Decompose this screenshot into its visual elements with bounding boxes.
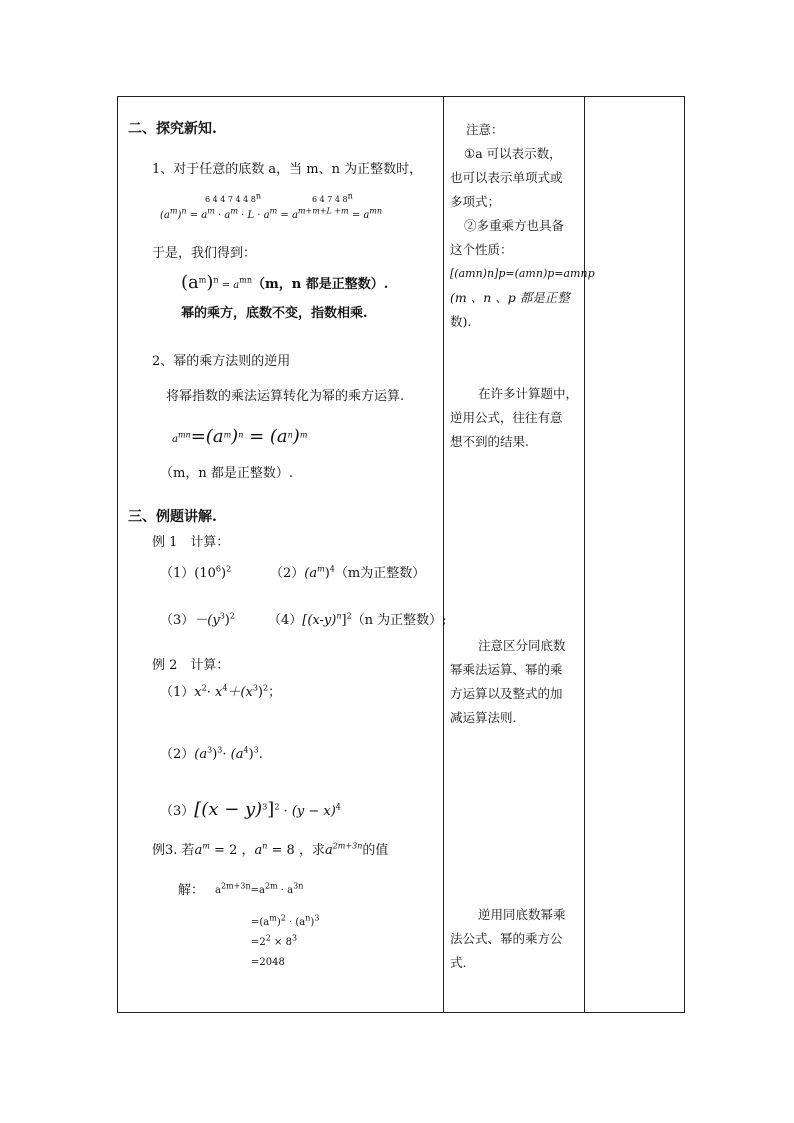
example1-part4: $(4)[(x-y)^n]^2(n$ 为正整数）; [268, 611, 447, 628]
solution-step3: $=2^2 \times 8^3$ [251, 933, 298, 948]
example2-part2: $(2)(a^3)^3\cdot (a^4)^3$. [160, 745, 263, 762]
power-rule-formula: $(a^m)^n = a^{mn}(m$，n 都是正整数）. [181, 272, 389, 293]
column-divider-2 [584, 96, 585, 1013]
brace-label-2: 6 4 7 4 8$^n$ [312, 191, 353, 204]
brace-label-1: 6 4 4 7 4 4 8$^n$ [205, 191, 262, 204]
item2-condition: （m，n 都是正整数）. [160, 466, 293, 481]
item2-title: 2、幂的乘方法则的逆用 [152, 354, 291, 369]
solution-step2: $=(a^m)^2 \cdot (a^n)^3$ [251, 913, 320, 928]
item1-derivation: $(a^m)^n = a^m \cdot a^m \cdot L \cdot a^m = a^{m+m+L +m} = a^{mn}$ [160, 206, 383, 221]
solution-result: =2048 [251, 957, 285, 968]
example1-title: 例 1 计算： [152, 535, 230, 550]
section3-heading: 三、例题讲解. [128, 509, 217, 525]
power-rule-statement: 幂的乘方，底数不变，指数相乘. [181, 306, 368, 321]
column-divider-1 [443, 96, 444, 1013]
note-distinguish-rules: 注意区分同底数 幂乘法运算、幂的乘 方运算以及整式的加 减运算法则. [450, 638, 566, 725]
example3-title: 例3. 若$a^m = 2$ ，$a^n = 8$ ，求$a^{2m+3n}$的值 [152, 841, 389, 858]
example2-title: 例 2 计算： [152, 658, 230, 673]
item2-desc: 将幂指数的乘法运算转化为幂的乘方运算. [166, 389, 405, 404]
example1-part2: $(2)(a^m)^4(m$为正整数） [270, 564, 426, 581]
section2-heading: 二、探究新知. [128, 121, 217, 137]
solution-step1: $a^{2m+3n}=a^{2m} \cdot a^{3n}$ [215, 881, 304, 896]
item1-text: 1、对于任意的底数 a，当 m、n 为正整数时， [152, 162, 423, 177]
example1-part1: $(1)(10^6)^2$ [160, 564, 232, 581]
note-inverse-formulas: 逆用同底数幂乘 法公式、幂的乘方公 式. [450, 907, 566, 970]
example2-part1: $(1)x^2\cdot x^4+(x^3)^2$； [160, 683, 282, 700]
example1-part3: $(3)-(y^3)^2$ [160, 611, 235, 628]
so-we-get: 于是，我们得到： [152, 246, 257, 261]
note-inverse-usage: 在许多计算题中， 逆用公式，往往有意 想不到的结果. [450, 386, 579, 449]
note-power-property: 注意： ①a 可以表示数， 也可以表示单项式或 多项式； ②多重乘方也具备 这个性质： [(amn)n]p=(amn)p=amnp (m 、n 、p 都是正整 数). [450, 122, 595, 329]
example2-part3: $(3)[(x - y)^3]^2 \cdot (y - x)^4$ [160, 799, 341, 820]
table-frame [117, 96, 685, 1013]
inverse-rule-formula: $a^{mn}=(a^m)^n = (a^n)^m$ [172, 426, 308, 447]
solution-label: 解： [178, 883, 205, 898]
